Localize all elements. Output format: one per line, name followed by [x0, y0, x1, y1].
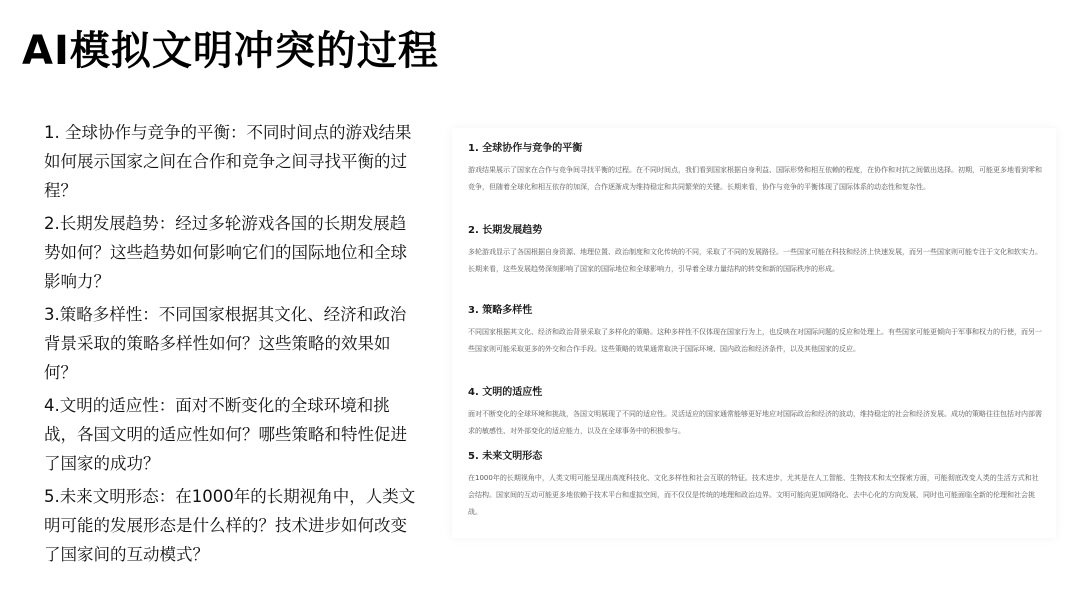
answer-section-3	[468, 304, 1042, 358]
question-item-5: 5.未来文明形态：在1000年的长期视角中，人类文明可能的发展形态是什么样的？技术进步如何改变了国家间的互动模式？	[44, 487, 416, 564]
answer-body-4: 面对不断变化的全球环境和挑战，各国文明展现了不同的适应性。灵活适应的国家通常能够更好地应对国际政治和经济的波动，维持稳定的社会和经济发展。成功的策略往往包括对内部需求的敏感性、对外部变化的适应能力，以及在全球事务中的积极参与。	[468, 410, 1042, 435]
answer-section-2	[468, 224, 1042, 278]
slide-title: AI模拟文明冲突的过程	[22, 28, 439, 74]
question-item-1: 1. 全球协作与竞争的平衡：不同时间点的游戏结果如何展示国家之间在合作和竞争之间寻找平衡的过程？	[44, 123, 412, 200]
answer-heading-2: 2. 长期发展趋势	[468, 225, 543, 236]
answer-body-5: 在1000年的长期视角中，人类文明可能呈现出高度科技化、文化多样性和社会互联的特征。技术进步，尤其是在人工智能、生物技术和太空探索方面，可能彻底改变人类的生活方式和社会结构。国家间的互动可能更多地依赖于技术平台和虚拟空间，而不仅仅是传统的地理和政治边界。文明可能向更加网络化、去中心化的方向发展，同时也可能面临全新的伦理和社会挑战。	[468, 474, 1039, 516]
question-item-3: 3.策略多样性：不同国家根据其文化、经济和政治背景采取的策略多样性如何？这些策略的效果如何？	[44, 305, 407, 382]
answer-heading-4: 4. 文明的适应性	[468, 387, 543, 398]
question-list	[44, 118, 416, 573]
answer-screenshot-panel	[452, 128, 1056, 538]
question-item-4: 4.文明的适应性：面对不断变化的全球环境和挑战，各国文明的适应性如何？哪些策略和特性促进了国家的成功？	[44, 396, 407, 473]
answer-section-1	[468, 142, 1042, 196]
question-item-2: 2.长期发展趋势：经过多轮游戏各国的长期发展趋势如何？这些趋势如何影响它们的国际地位和全球影响力？	[44, 214, 407, 291]
answer-heading-5: 5. 未来文明形态	[468, 451, 543, 462]
answer-heading-1: 1. 全球协作与竞争的平衡	[468, 143, 583, 154]
answer-body-2: 多轮游戏显示了各国根据自身资源、地理位置、政治制度和文化传统的不同，采取了不同的发展路径。一些国家可能在科技和经济上快速发展，而另一些国家则可能专注于文化和软实力。长期来看，这些发展趋势深刻影响了国家的国际地位和全球影响力，引导着全球力量结构的转变和新的国际秩序的形成。	[468, 248, 1042, 273]
answer-section-4	[468, 386, 1042, 440]
answer-section-5	[468, 450, 1042, 521]
answer-body-1: 游戏结果展示了国家在合作与竞争间寻找平衡的过程。在不同时间点，我们看到国家根据自身利益、国际形势和相互依赖的程度，在协作和对抗之间做出选择。初期，可能更多地看到零和竞争，但随着全球化和相互依存的加深，合作逐渐成为维持稳定和共同繁荣的关键。长期来看，协作与竞争的平衡体现了国际体系的动态性和复杂性。	[468, 166, 1042, 191]
answer-heading-3: 3. 策略多样性	[468, 305, 533, 316]
answer-body-3: 不同国家根据其文化、经济和政治背景采取了多样化的策略。这种多样性不仅体现在国家行为上，也反映在对国际问题的反应和处理上。有些国家可能更倾向于军事和权力的行使，而另一些国家则可能采取更多的外交和合作手段。这些策略的效果通常取决于国际环境、国内政治和经济条件，以及其他国家的反应。	[468, 328, 1042, 353]
